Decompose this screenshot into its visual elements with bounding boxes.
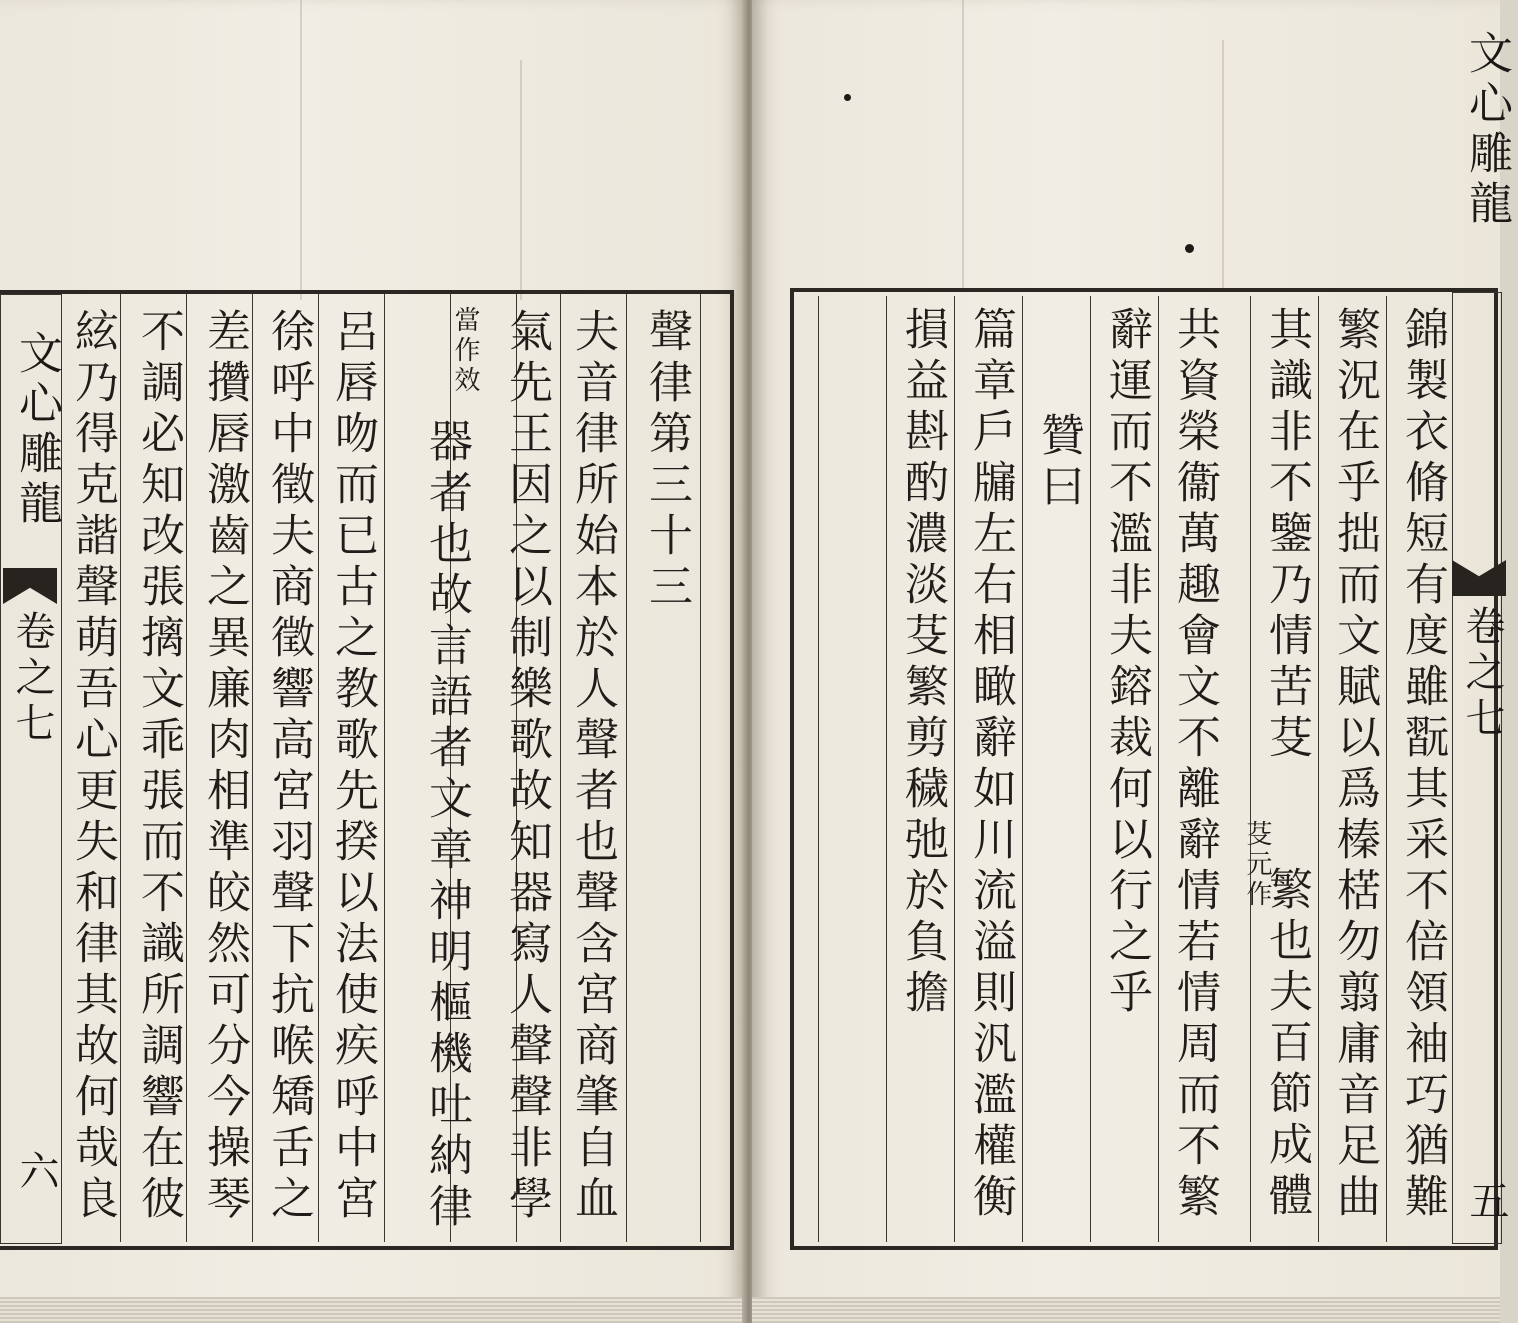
column-rule [318, 294, 319, 1242]
left-page [0, 0, 745, 1323]
text-column-8: 損益斟酌濃淡芟繁剪穢弛於負擔 [897, 306, 948, 1020]
paper-crease [1222, 40, 1224, 290]
text-column-7: 篇章戶牖左右相瞰辭如川流溢則汎濫權衡 [965, 306, 1016, 1224]
column-rule [626, 294, 627, 1242]
text-column-3b: 繁也夫百節成體 [1261, 866, 1312, 1223]
text-column-3a: 其識非不鑒乃情苦芟 [1261, 306, 1312, 765]
text-column-4: 共資榮衞萬趣會文不離辭情若情周而不繁 [1169, 306, 1220, 1224]
paper-crease [300, 0, 302, 300]
column-rule [700, 294, 701, 1242]
column-rule [186, 294, 187, 1242]
left-banner-volume: 卷之七 [9, 610, 55, 748]
column-rule [1158, 296, 1159, 1242]
annotation-note: 當作效 [450, 306, 480, 396]
text-column-4: 呂唇吻而已古之教歌先揆以法使疾呼中宮 [327, 308, 378, 1226]
column-rule [252, 294, 253, 1242]
text-column-5: 辭運而不濫非夫鎔裁何以行之乎 [1101, 306, 1152, 1020]
right-page [752, 0, 1512, 1323]
text-column-8: 絃乃得克諧聲萌吾心更失和律其故何哉良 [67, 308, 118, 1226]
column-rule [1318, 296, 1319, 1242]
right-banner-column [1452, 292, 1502, 1244]
chapter-title: 聲律第三十三 [641, 308, 692, 614]
ink-speck [1185, 244, 1194, 253]
paper-crease [962, 0, 964, 290]
column-rule [1090, 296, 1091, 1242]
page-edge [0, 1297, 745, 1323]
annotation-note: 芟元作 [1242, 820, 1272, 910]
ink-speck [844, 94, 851, 101]
text-column-2: 繁況在乎拙而文賦以爲榛楛勿翦庸音足曲 [1329, 306, 1380, 1224]
column-rule [120, 294, 121, 1242]
column-rule [1022, 296, 1023, 1242]
paper-crease [520, 60, 522, 300]
right-banner-volume: 卷之七 [1459, 605, 1505, 743]
text-column-5: 徐呼中徵夫商徵響高宮羽聲下抗喉矯舌之 [263, 308, 314, 1226]
text-column-3: 器者也故言語者文章神明樞機吐納律 [421, 418, 472, 1234]
text-column-7: 不調必知改張摛文乖張而不識所調響在彼 [133, 308, 184, 1226]
column-rule [384, 294, 385, 1242]
page-edge [752, 1297, 1500, 1323]
text-column-1: 夫音律所始本於人聲者也聲含宮商肇自血 [567, 308, 618, 1226]
text-column-1: 錦製衣脩短有度雖翫其采不倍領袖巧猶難 [1397, 306, 1448, 1224]
zan-heading: 贊曰 [1033, 412, 1084, 514]
left-banner-leaf: 六 [13, 1150, 59, 1196]
column-rule [560, 294, 561, 1242]
column-rule [886, 296, 887, 1242]
right-banner-leaf: 五 [1463, 1180, 1509, 1226]
text-column-6: 差攢唇激齒之異廉肉相準皎然可分今操琴 [199, 308, 250, 1226]
text-column-2: 氣先王因之以制樂歌故知器寫人聲聲非學 [501, 308, 552, 1226]
left-banner-title: 文心雕龍 [11, 330, 62, 530]
column-rule [818, 296, 819, 1242]
column-rule [954, 296, 955, 1242]
column-rule [1386, 296, 1387, 1242]
column-rule [1250, 296, 1251, 1242]
right-banner-title: 文心雕龍 [1461, 30, 1512, 230]
